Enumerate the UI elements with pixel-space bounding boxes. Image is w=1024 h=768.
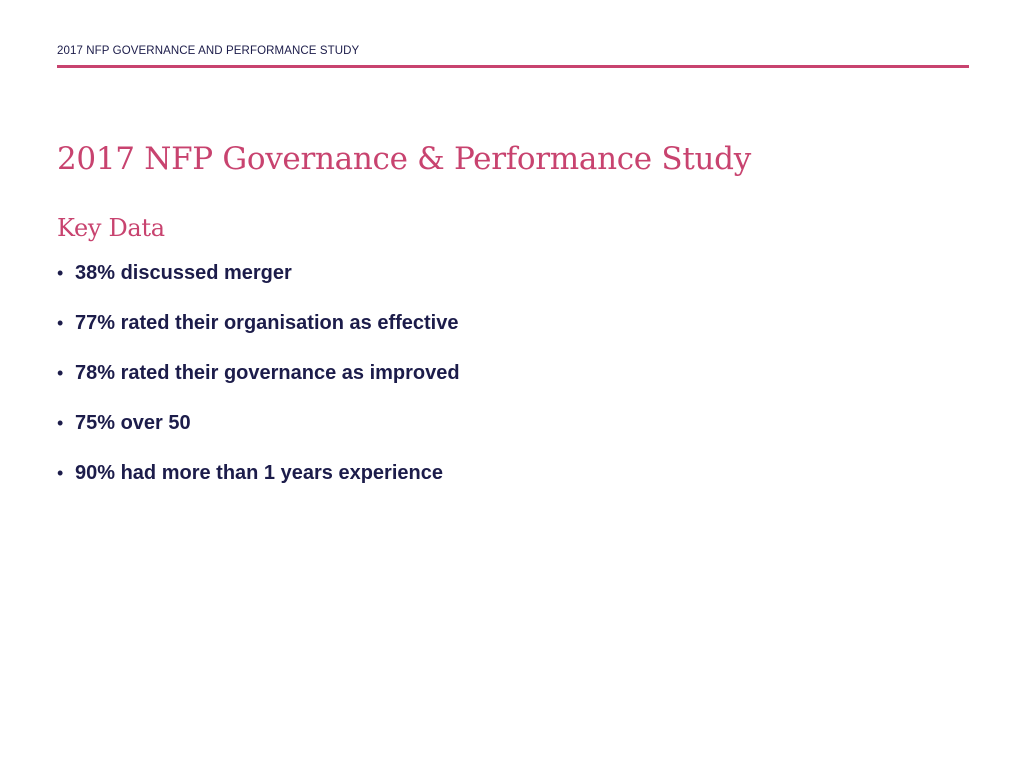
list-item-text: 77% rated their organisation as effective [75,312,459,334]
key-data-list [57,262,460,512]
list-item-text: 75% over 50 [75,412,191,434]
bullet-icon: • [57,363,64,383]
bullet-icon: • [57,413,64,433]
running-header: 2017 NFP GOVERNANCE AND PERFORMANCE STUDY [57,45,360,57]
list-item [57,462,460,512]
list-item-text: 90% had more than 1 years experience [75,462,443,484]
slide-title: 2017 NFP Governance & Performance Study [57,141,751,177]
list-item [57,262,460,312]
bullet-icon: • [57,463,64,483]
list-item [57,312,460,362]
list-item [57,412,460,462]
list-item [57,362,460,412]
section-subtitle: Key Data [57,214,165,242]
list-item-text: 78% rated their governance as improved [75,362,460,384]
bullet-icon: • [57,313,64,333]
bullet-icon: • [57,263,64,283]
header-divider [57,65,969,68]
list-item-text: 38% discussed merger [75,262,292,284]
